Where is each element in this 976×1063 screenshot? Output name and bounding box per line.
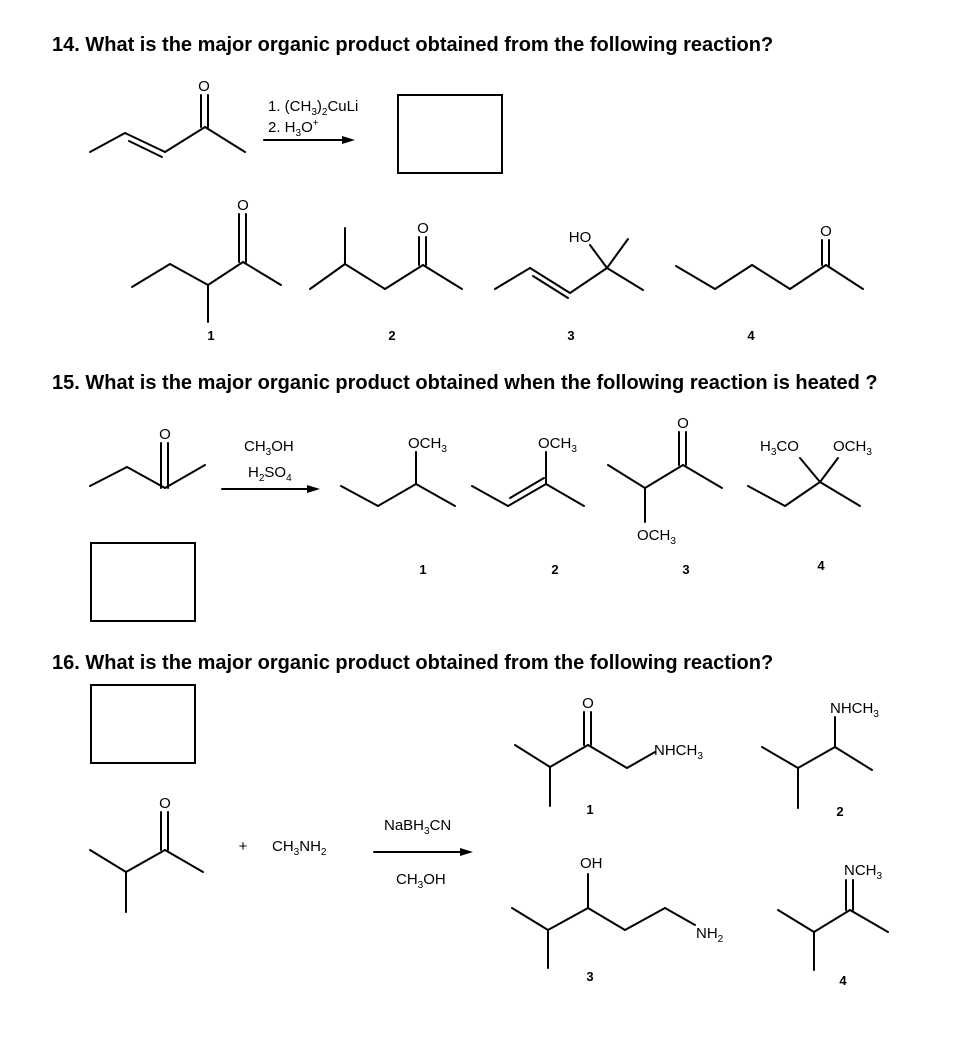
q16-reagents: [374, 817, 473, 891]
svg-text:NaBH3CN: NaBH$_3$CN: [384, 817, 452, 837]
q14-choice-2-number: 2: [388, 328, 396, 343]
q14-choice-1-number: 1: [207, 328, 215, 343]
hydroxyl-label: HO: [568, 229, 592, 246]
svg-text:OCH3: $OCH_3$: [538, 435, 577, 455]
q14-reactant-enone: [90, 78, 245, 157]
svg-text:2. H3O+: 2. $H_3O^+$: [268, 118, 319, 139]
svg-text:NH2: $NH_2$: [696, 925, 724, 945]
q16-choice-3-number: 3: [586, 969, 594, 984]
q14-choice-2-structure: [310, 220, 462, 289]
svg-text:O: O: [582, 695, 594, 712]
svg-text:H2SO4: $H_2SO_4$: [248, 464, 292, 484]
q15-choice-4-number: 4: [817, 558, 825, 573]
q15-choice-3-structure: [608, 415, 722, 547]
svg-text:CH3OH: $CH_3OH$: [396, 871, 446, 891]
q16-choice-4-structure: [778, 862, 888, 970]
q15-reagents: [222, 438, 320, 493]
svg-text:NHCH3: $NHCH_3$: [654, 742, 703, 762]
svg-text:OCH3: $OCH_3$: [408, 435, 447, 455]
q14-choice-4-number: 4: [747, 328, 755, 343]
q15-choice-2-structure: [472, 435, 584, 506]
q16-choice-1-number: 1: [586, 802, 594, 817]
svg-text:1. (CH3)2CuLi: 1. $(CH_3)_2CuLi$: [268, 98, 359, 118]
svg-text:O: O: [417, 220, 429, 237]
question-16-title: 16. What is the major organic product obtained from the following reaction?: [52, 652, 774, 674]
svg-text:NCH3: $NCH_3$: [844, 862, 883, 882]
q16-choice-3-structure: [512, 855, 724, 968]
q15-choice-1-number: 1: [419, 562, 427, 577]
carbonyl-oxygen-label: O: [198, 78, 210, 95]
q16-choice-2-structure: [762, 700, 879, 808]
question-15-title: 15. What is the major organic product obtained when the following reaction is heated ?: [52, 372, 878, 394]
svg-text:O: O: [159, 426, 171, 443]
svg-text:NHCH3: $NHCH_3$: [830, 700, 879, 720]
svg-text:OH: OH: [580, 855, 603, 872]
svg-text:O: O: [159, 795, 171, 812]
svg-text:OCH3: $OCH_3$: [833, 438, 872, 458]
svg-text:O: O: [237, 197, 249, 214]
q14-choice-1-structure: [132, 197, 281, 322]
svg-text:O: O: [677, 415, 689, 432]
q14-reagents: [264, 98, 358, 144]
q14-choice-3-structure: [495, 229, 643, 298]
methylamine-label: $CH_3NH_2$: [272, 838, 327, 858]
q14-choice-3-number: 3: [567, 328, 575, 343]
q15-choice-3-number: 3: [682, 562, 690, 577]
svg-text:H3CO: $H_3CO$: [760, 438, 799, 458]
q16-choice-2-number: 2: [836, 804, 844, 819]
svg-text:OCH3: $OCH_3$: [637, 527, 676, 547]
question-14-title: 14. What is the major organic product obtained from the following reaction?: [52, 34, 774, 56]
q15-choice-1-structure: [341, 435, 455, 506]
q16-choice-1-structure: [515, 695, 703, 806]
q15-choice-4-structure: [748, 438, 872, 506]
q14-choice-4-structure: [676, 223, 863, 289]
svg-text:CH3OH: $CH_3OH$: [244, 438, 294, 458]
q15-reactant-ketone: [90, 426, 205, 488]
q16-choice-4-number: 4: [839, 973, 847, 988]
plus-sign: +: [238, 838, 248, 855]
svg-text:O: O: [820, 223, 832, 240]
q16-reactant-ketone: [90, 795, 203, 912]
q15-choice-2-number: 2: [551, 562, 559, 577]
